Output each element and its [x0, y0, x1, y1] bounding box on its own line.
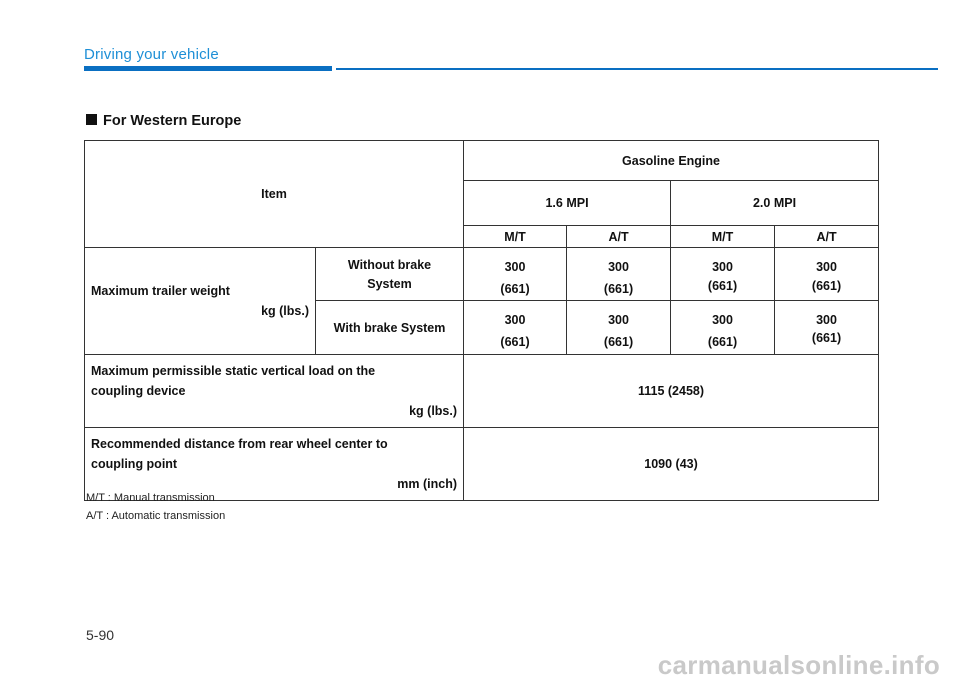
vertical-load-label-cell: Maximum permissible static vertical load on the coupling device kg (lbs.): [85, 355, 464, 428]
table-cell-value: 300 (661): [671, 248, 775, 301]
section-header: Driving your vehicle: [84, 46, 219, 63]
section-title: For Western Europe: [86, 113, 241, 129]
with-brake-label: With brake System: [316, 301, 464, 355]
engine-header-cell: Gasoline Engine: [464, 141, 879, 181]
item-header-cell: Item: [85, 141, 464, 248]
table-cell-value: 300 (661): [671, 301, 775, 355]
footnote-at: A/T : Automatic transmission: [86, 510, 226, 522]
transmission-header: M/T: [464, 226, 567, 248]
trailer-spec-table: [84, 140, 879, 501]
distance-value: 1090 (43): [464, 428, 879, 501]
page-number: 5-90: [86, 627, 115, 643]
square-bullet-icon: [86, 114, 97, 125]
table-cell-value: 300 (661): [567, 301, 671, 355]
table-cell-value: 300 (661): [567, 248, 671, 301]
engine-1-6-header: 1.6 MPI: [464, 181, 671, 226]
transmission-header: A/T: [775, 226, 879, 248]
transmission-header: M/T: [671, 226, 775, 248]
watermark: carmanualsonline.info: [657, 650, 940, 680]
table-cell-value: 300 (661): [775, 301, 879, 355]
header-rule-thick: [84, 66, 332, 71]
vertical-load-value: 1115 (2458): [464, 355, 879, 428]
distance-label-cell: Recommended distance from rear wheel center to coupling point mm (inch): [85, 428, 464, 501]
engine-2-0-header: 2.0 MPI: [671, 181, 879, 226]
transmission-header: A/T: [567, 226, 671, 248]
trailer-weight-label-cell: Maximum trailer weight kg (lbs.): [85, 248, 316, 355]
without-brake-label: Without brake System: [316, 248, 464, 301]
footnote-mt: M/T : Manual transmission: [86, 492, 215, 504]
table-cell-value: 300 (661): [464, 301, 567, 355]
header-rule-thin: [336, 68, 938, 70]
table-cell-value: 300 (661): [775, 248, 879, 301]
table-cell-value: 300 (661): [464, 248, 567, 301]
